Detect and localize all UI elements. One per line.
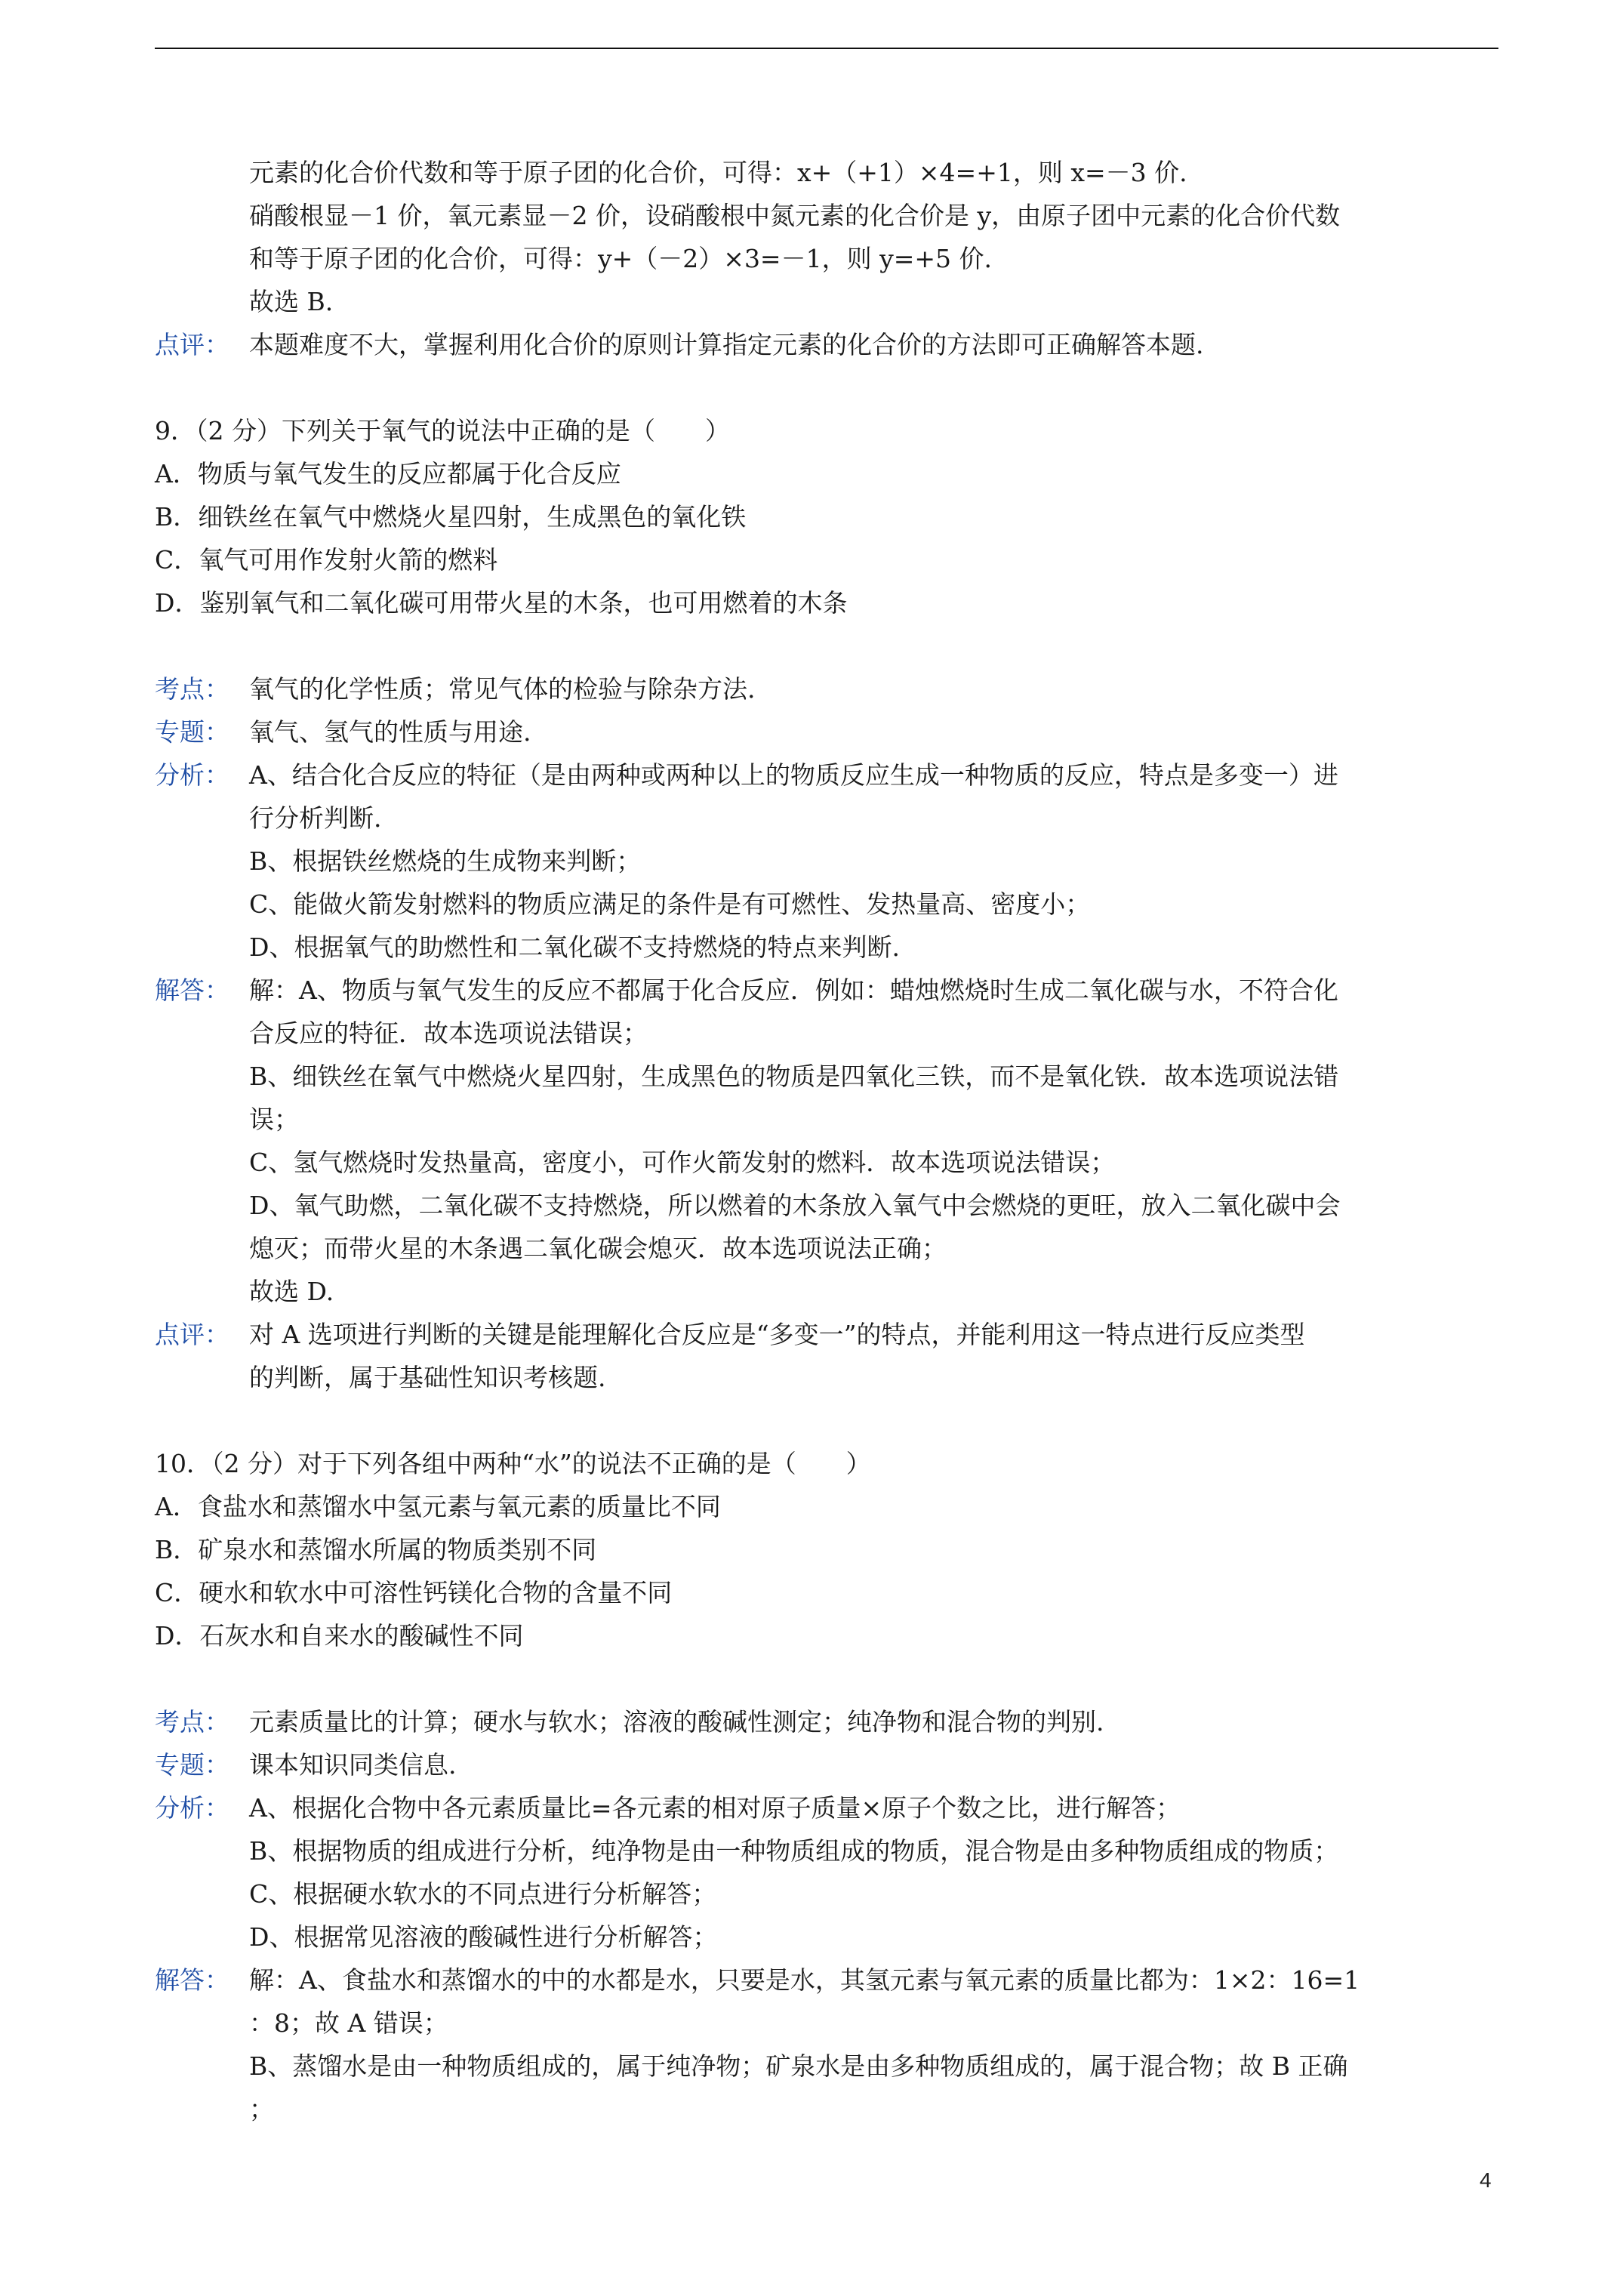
kaodian-text: 元素质量比的计算；硬水与软水；溶液的酸碱性测定；纯净物和混合物的判别. xyxy=(249,1707,1104,1737)
q10-fenxi-line: B、根据物质的组成进行分析，纯净物是由一种物质组成的物质，混合物是由多种物质组成的物质； xyxy=(249,1836,1339,1866)
q10-kaodian xyxy=(155,1700,1506,1743)
comment-label: 点评： xyxy=(155,330,229,359)
q10-jieda-line: B、蒸馏水是由一种物质组成的，属于纯净物；矿泉水是由多种物质组成的，属于混合物；故 B 正确 xyxy=(249,2051,1348,2081)
header-rule xyxy=(155,48,1498,49)
zhuanti-label: 专题： xyxy=(155,1750,229,1780)
q10-option-b: B．矿泉水和蒸馏水所属的物质类别不同 xyxy=(155,1535,597,1564)
kaodian-text: 氧气的化学性质；常见气体的检验与除杂方法. xyxy=(249,674,756,704)
q10-fenxi-line: C、根据硬水软水的不同点进行分析解答； xyxy=(249,1879,717,1909)
q9-jieda-line: B、细铁丝在氧气中燃烧火星四射，生成黑色的物质是四氧化三铁，而不是氧化铁．故本选项说法错 xyxy=(249,1062,1339,1091)
q9-fenxi-line: 行分析判断. xyxy=(249,803,382,833)
q10-option-a: A．食盐水和蒸馏水中氢元素与氧元素的质量比不同 xyxy=(155,1492,721,1521)
kaodian-label: 考点： xyxy=(155,1707,229,1737)
q9-dianping-line: 的判断，属于基础性知识考核题. xyxy=(249,1363,606,1392)
q9-option-d: D．鉴别氧气和二氧化碳可用带火星的木条，也可用燃着的木条 xyxy=(155,588,848,618)
dianping-label: 点评： xyxy=(155,1320,229,1349)
q10-option-d: D．石灰水和自来水的酸碱性不同 xyxy=(155,1621,524,1650)
spacer xyxy=(155,1399,1506,1442)
q9-jieda-line: D、氧气助燃，二氧化碳不支持燃烧，所以燃着的木条放入氧气中会燃烧的更旺，放入二氧化碳中会 xyxy=(249,1191,1341,1220)
kaodian-label: 考点： xyxy=(155,674,229,704)
jieda-label: 解答： xyxy=(155,1965,229,1995)
q8-solution-line: 元素的化合价代数和等于原子团的化合价，可得：x+（+1）×4=+1，则 x=－3 价. xyxy=(249,158,1187,187)
q10-fenxi xyxy=(155,1786,1506,1829)
jieda-text: 解：A、食盐水和蒸馏水的中的水都是水，只要是水，其氢元素与氧元素的质量比都为：1×2：16=1 xyxy=(249,1965,1360,1995)
q9-jieda-line: 合反应的特征．故本选项说法错误； xyxy=(249,1019,648,1048)
q9-kaodian xyxy=(155,667,1506,710)
q9-jieda xyxy=(155,969,1506,1012)
q9-jieda-line: 故选 D. xyxy=(249,1277,334,1306)
spacer xyxy=(155,624,1506,667)
comment-text: 本题难度不大，掌握利用化合价的原则计算指定元素的化合价的方法即可正确解答本题. xyxy=(249,330,1204,359)
q9-option-a: A．物质与氧气发生的反应都属于化合反应 xyxy=(155,459,621,488)
q9-fenxi-line: D、根据氧气的助燃性和二氧化碳不支持燃烧的特点来判断. xyxy=(249,932,900,962)
q9-option-c: C．氧气可用作发射火箭的燃料 xyxy=(155,545,498,575)
q8-comment xyxy=(155,323,1506,366)
q9-option-b: B．细铁丝在氧气中燃烧火星四射，生成黑色的氧化铁 xyxy=(155,502,747,532)
q9-zhuanti xyxy=(155,710,1506,754)
q9-stem: 9．（2 分）下列关于氧气的说法中正确的是（ ） xyxy=(155,416,730,445)
zhuanti-text: 课本知识同类信息. xyxy=(249,1750,457,1780)
q9-jieda-line: 熄灭；而带火星的木条遇二氧化碳会熄灭．故本选项说法正确； xyxy=(249,1234,947,1263)
dianping-text: 对 A 选项进行判断的关键是能理解化合反应是“多变一”的特点，并能利用这一特点进行反应类型 xyxy=(249,1320,1305,1349)
q8-solution-line: 和等于原子团的化合价，可得：y+（－2）×3=－1，则 y=+5 价. xyxy=(249,244,992,273)
q9-fenxi xyxy=(155,754,1506,797)
q9-dianping xyxy=(155,1313,1506,1356)
jieda-label: 解答： xyxy=(155,975,229,1005)
q9-fenxi-line: C、能做火箭发射燃料的物质应满足的条件是有可燃性、发热量高、密度小； xyxy=(249,889,1091,919)
spacer xyxy=(155,366,1506,409)
q10-jieda-line: ； xyxy=(249,2094,274,2124)
spacer xyxy=(155,1657,1506,1700)
fenxi-text: A、根据化合物中各元素质量比=各元素的相对原子质量×原子个数之比，进行解答； xyxy=(249,1793,1181,1823)
fenxi-label: 分析： xyxy=(155,1793,229,1823)
q9-fenxi-line: B、根据铁丝燃烧的生成物来判断； xyxy=(249,846,642,876)
q10-fenxi-line: D、根据常见溶液的酸碱性进行分析解答； xyxy=(249,1922,718,1952)
q10-stem: 10．（2 分）对于下列各组中两种“水”的说法不正确的是（ ） xyxy=(155,1449,871,1478)
q9-jieda-line: 误； xyxy=(249,1105,299,1134)
zhuanti-label: 专题： xyxy=(155,717,229,747)
fenxi-label: 分析： xyxy=(155,760,229,790)
fenxi-text: A、结合化合反应的特征（是由两种或两种以上的物质反应生成一种物质的反应，特点是多变一）进 xyxy=(249,760,1338,790)
q8-solution-line: 硝酸根显－1 价，氧元素显－2 价，设硝酸根中氮元素的化合价是 y，由原子团中元素的化合价代数 xyxy=(249,201,1341,230)
page-number: 4 xyxy=(1480,2168,1492,2192)
page-content xyxy=(155,151,1506,2131)
q8-solution-line: 故选 B. xyxy=(249,287,334,316)
q10-jieda-line: ：8；故 A 错误； xyxy=(249,2008,448,2038)
q10-option-c: C．硬水和软水中可溶性钙镁化合物的含量不同 xyxy=(155,1578,673,1607)
q10-zhuanti xyxy=(155,1743,1506,1786)
zhuanti-text: 氧气、氢气的性质与用途. xyxy=(249,717,531,747)
q9-jieda-line: C、氢气燃烧时发热量高，密度小，可作火箭发射的燃料．故本选项说法错误； xyxy=(249,1148,1116,1177)
jieda-text: 解：A、物质与氧气发生的反应不都属于化合反应．例如：蜡烛燃烧时生成二氧化碳与水，不符合化 xyxy=(249,975,1338,1005)
q10-jieda xyxy=(155,1959,1506,2002)
